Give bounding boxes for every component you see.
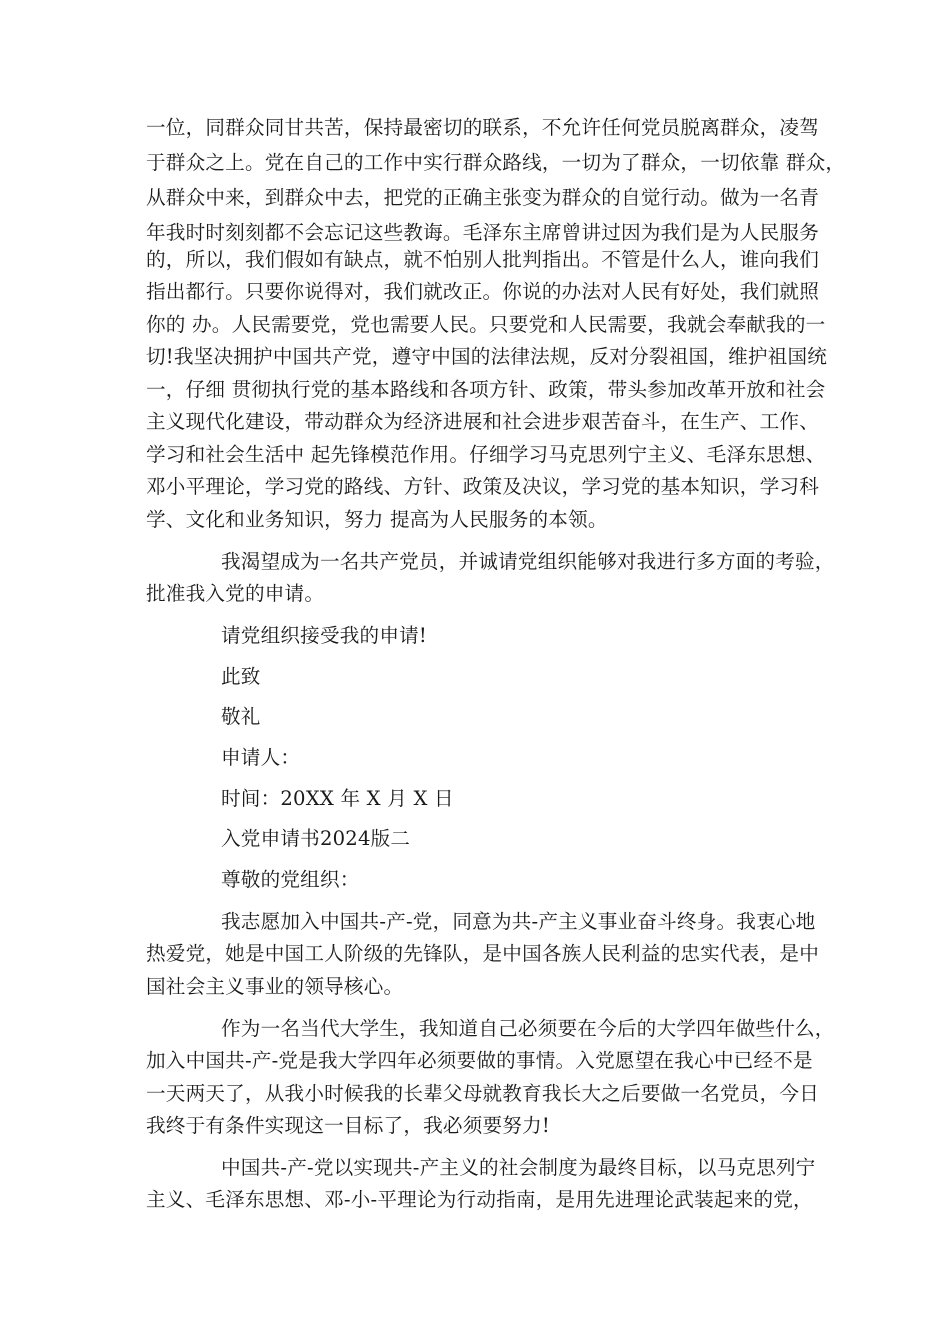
- applicant-line: 申请人：: [221, 746, 301, 769]
- text-line: 邓小平理论，学习党的路线、方针、政策及决议，学习党的基本知识，学习科: [146, 475, 819, 498]
- text-line: 切!我坚决拥护中国共产党，遵守中国的法律法规，反对分裂祖国，维护祖国统: [146, 345, 828, 368]
- salutation-line-2: 敬礼: [221, 705, 261, 728]
- text-line: 一位，同群众同甘共苦，保持最密切的联系，不允许任何党员脱离群众，凌驾: [146, 116, 819, 139]
- text-line: 于群众之上。党在自己的工作中实行群众路线，一切为了群众，一切依靠 群众，: [146, 151, 846, 174]
- text-line: 的，所以，我们假如有缺点，就不怕别人批判指出。不管是什么人，谁向我们: [146, 248, 819, 271]
- text-line: 中国共-产-党以实现共-产主义的社会制度为最终目标，以马克思列宁: [221, 1156, 816, 1179]
- salutation-line-1: 此致: [221, 665, 261, 688]
- text-line: 学习和社会生活中 起先锋模范作用。仔细学习马克思列宁主义、毛泽东思想、: [146, 443, 826, 466]
- text-line: 我志愿加入中国共-产-党，同意为共-产主义事业奋斗终身。我衷心地: [221, 910, 816, 933]
- text-line: 热爱党，她是中国工人阶级的先锋队，是中国各族人民利益的忠实代表，是中: [146, 942, 819, 965]
- text-line: 一天两天了，从我小时候我的长辈父母就教育我长大之后要做一名党员，今日: [146, 1082, 819, 1105]
- text-line: 我渴望成为一名共产党员，并诚请党组织能够对我进行多方面的考验，: [221, 550, 835, 573]
- text-line: 指出都行。只要你说得对，我们就改正。你说的办法对人民有好处，我们就照: [146, 280, 819, 303]
- text-line: 国社会主义事业的领导核心。: [146, 975, 404, 998]
- text-line: 主义、毛泽东思想、邓-小-平理论为行动指南，是用先进理论武装起来的党，: [146, 1188, 813, 1211]
- text-line: 一，仔细 贯彻执行党的基本路线和各项方针、政策，带头参加改革开放和社会: [146, 378, 826, 401]
- text-line: 从群众中来，到群众中去，把党的正确主张变为群众的自觉行动。做为一名青: [146, 186, 819, 209]
- date-line: 时间：20XX 年 X 月 X 日: [221, 787, 454, 810]
- text-line: 你的 办。人民需要党，党也需要人民。只要党和人民需要，我就会奉献我的一: [146, 313, 826, 336]
- text-line: 加入中国共-产-党是我大学四年必须要做的事情。入党愿望在我心中已经不是: [146, 1049, 813, 1072]
- text-line: 作为一名当代大学生，我知道自己必须要在今后的大学四年做些什么，: [221, 1017, 835, 1040]
- text-line: 主义现代化建设，带动群众为经济进展和社会进步艰苦奋斗，在生产、工作、: [146, 410, 819, 433]
- text-line: 我终于有条件实现这一目标了，我必须要努力!: [146, 1114, 550, 1137]
- greeting: 尊敬的党组织：: [221, 868, 360, 891]
- text-line: 学、文化和业务知识，努力 提高为人民服务的本领。: [146, 508, 608, 531]
- section-title: 入党申请书2024版二: [221, 827, 411, 850]
- text-line: 批准我入党的申请。: [146, 582, 325, 605]
- closing-request: 请党组织接受我的申请!: [221, 624, 428, 647]
- text-line: 年我时时刻刻都不会忘记这些教诲。毛泽东主席曾讲过因为我们是为人民服务: [146, 221, 819, 244]
